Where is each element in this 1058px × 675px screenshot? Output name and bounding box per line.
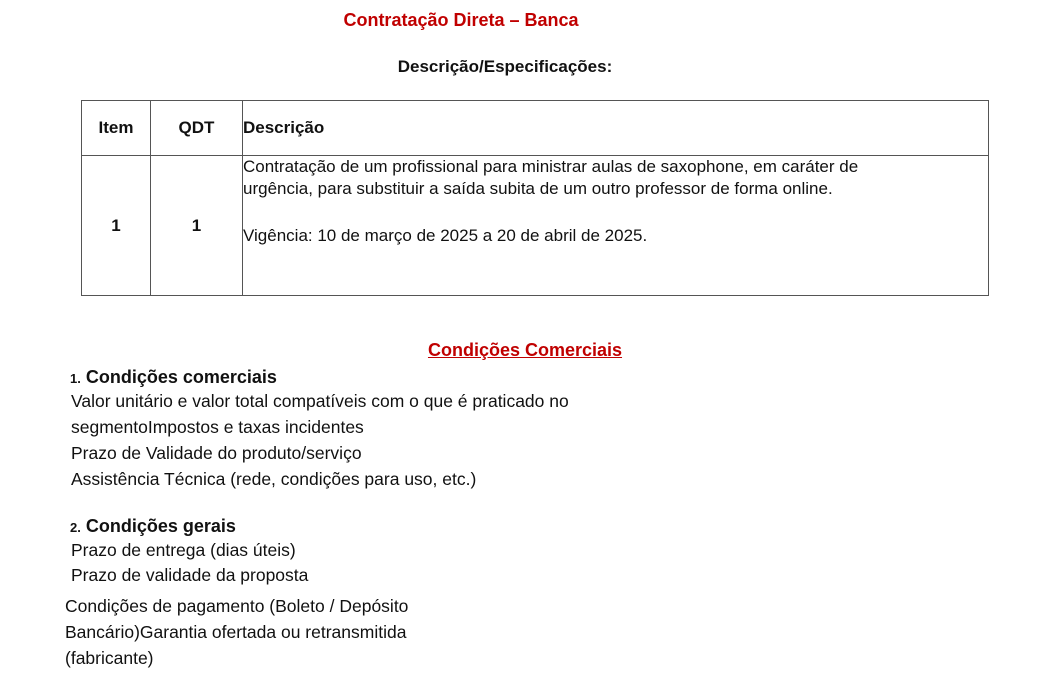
commercial-conditions-title: Condições Comerciais <box>427 340 623 360</box>
cell-quantity: 1 <box>151 156 243 296</box>
list-item: Prazo de entrega (dias úteis) <box>71 540 296 560</box>
cell-item: 1 <box>82 156 151 296</box>
table-header-row <box>82 101 989 156</box>
specifications-heading: Descrição/Especificações: <box>397 57 613 76</box>
list-item: segmentoImpostos e taxas incidentes <box>71 417 364 437</box>
items-table <box>81 100 989 296</box>
payment-line: (fabricante) <box>65 648 154 668</box>
list-item: Prazo de Validade do produto/serviço <box>71 443 362 463</box>
table-row <box>82 156 989 296</box>
list-item: Valor unitário e valor total compatíveis com o que é praticado no <box>71 391 569 411</box>
subsection-2-number: 2. <box>70 520 81 535</box>
header-quantity: QDT <box>151 101 243 156</box>
payment-line: Condições de pagamento (Boleto / Depósito <box>65 596 409 616</box>
payment-line: Bancário)Garantia ofertada ou retransmitida <box>65 622 407 642</box>
validity-text: Vigência: 10 de março de 2025 a 20 de abril de 2025. <box>243 226 648 245</box>
list-item: Prazo de validade da proposta <box>71 565 309 585</box>
description-line-1: Contratação de um profissional para ministrar aulas de saxophone, em caráter de <box>243 157 859 176</box>
header-description: Descrição <box>243 101 989 156</box>
description-line-2: urgência, para substituir a saída subita de um outro professor de forma online. <box>243 179 833 198</box>
cell-description <box>243 156 989 296</box>
header-item: Item <box>82 101 151 156</box>
subsection-1-heading <box>70 367 277 388</box>
subsection-2-heading <box>70 516 236 537</box>
subsection-1-title: Condições comerciais <box>85 367 277 387</box>
subsection-2-title: Condições gerais <box>85 516 236 536</box>
document-title: Contratação Direta – Banca <box>343 10 579 30</box>
list-item: Assistência Técnica (rede, condições para uso, etc.) <box>71 469 477 489</box>
subsection-1-number: 1. <box>70 371 81 386</box>
